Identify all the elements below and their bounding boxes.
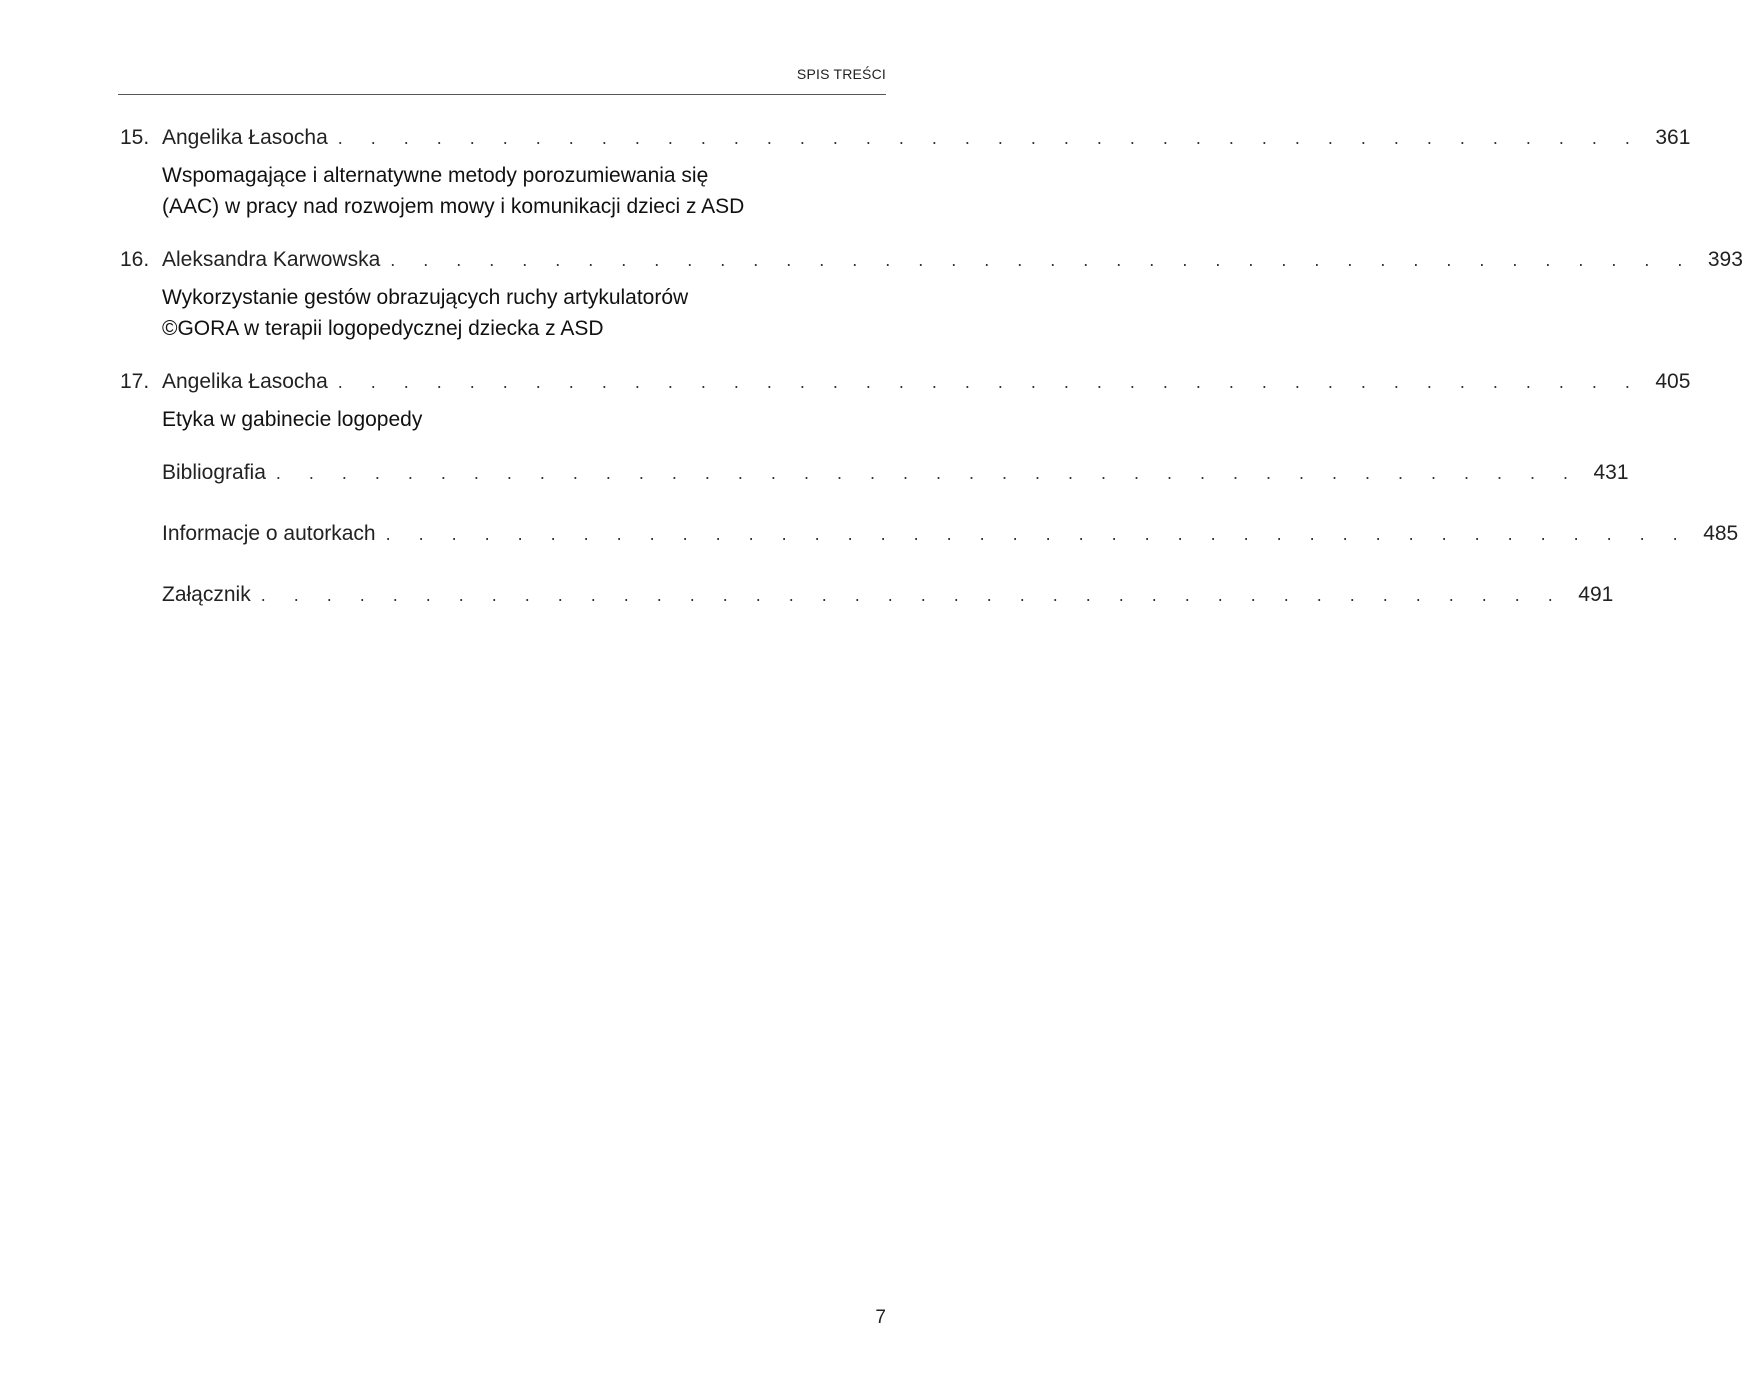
leader-dots: . . . . . . . . . . . . . . . . . . . . . . . . . . . . . . . . . . . . . . . .	[337, 128, 1642, 148]
chapter-title-line: (AAC) w pracy nad rozwojem mowy i komunikacji dzieci z ASD	[162, 195, 745, 218]
leader-dots: . . . . . . . . . . . . . . . . . . . . . . . . . . . . . . . . . . . . . . . .	[275, 463, 1580, 483]
toc-entry	[120, 244, 1743, 344]
chapter-author: Angelika Łasocha	[162, 370, 328, 393]
backmatter-page: 485	[1703, 522, 1739, 545]
toc-entry	[120, 122, 1691, 222]
toc-entry-heading	[120, 244, 1743, 276]
chapter-page: 393	[1707, 248, 1743, 271]
chapter-title	[162, 160, 886, 222]
chapter-author: Angelika Łasocha	[162, 126, 328, 149]
table-of-contents	[120, 122, 1743, 640]
backmatter-page: 491	[1578, 583, 1614, 606]
chapter-page: 405	[1655, 370, 1691, 393]
chapter-title-line: Wykorzystanie gestów obrazujących ruchy artykulatorów	[162, 286, 689, 309]
toc-backmatter-entry	[120, 518, 1739, 550]
backmatter-label: Załącznik	[162, 583, 251, 606]
chapter-title-line: ©GORA w terapii logopedycznej dziecka z ASD	[162, 317, 604, 340]
leader-dots: . . . . . . . . . . . . . . . . . . . . . . . . . . . . . . . . . . . . . . . .	[337, 372, 1642, 392]
backmatter-page: 431	[1593, 461, 1629, 484]
toc-entry-heading	[120, 122, 1691, 154]
chapter-title-line: Etyka w gabinecie logopedy	[162, 408, 423, 431]
header-rule	[118, 94, 886, 95]
chapter-number: 15.	[120, 126, 150, 149]
toc-entry-heading	[120, 366, 1691, 398]
chapter-number: 17.	[120, 370, 150, 393]
chapter-author: Aleksandra Karwowska	[162, 248, 381, 271]
running-header: SPIS TREŚCI	[796, 66, 886, 82]
leader-dots: . . . . . . . . . . . . . . . . . . . . . . . . . . . . . . . . . . . . . . . .	[385, 524, 1690, 544]
backmatter-label: Bibliografia	[162, 461, 266, 484]
leader-dots: . . . . . . . . . . . . . . . . . . . . . . . . . . . . . . . . . . . . . . . .	[260, 585, 1565, 605]
backmatter-label: Informacje o autorkach	[162, 522, 376, 545]
chapter-title	[162, 282, 886, 344]
chapter-title	[162, 404, 886, 435]
page-number: 7	[875, 1307, 886, 1328]
toc-backmatter-entry	[120, 579, 1614, 611]
chapter-title-line: Wspomagające i alternatywne metody porozumiewania się	[162, 164, 709, 187]
toc-backmatter-entry	[120, 457, 1629, 489]
chapter-page: 361	[1655, 126, 1691, 149]
chapter-number: 16.	[120, 248, 150, 271]
leader-dots: . . . . . . . . . . . . . . . . . . . . . . . . . . . . . . . . . . . . . . . .	[390, 250, 1694, 270]
toc-entry	[120, 366, 1691, 435]
